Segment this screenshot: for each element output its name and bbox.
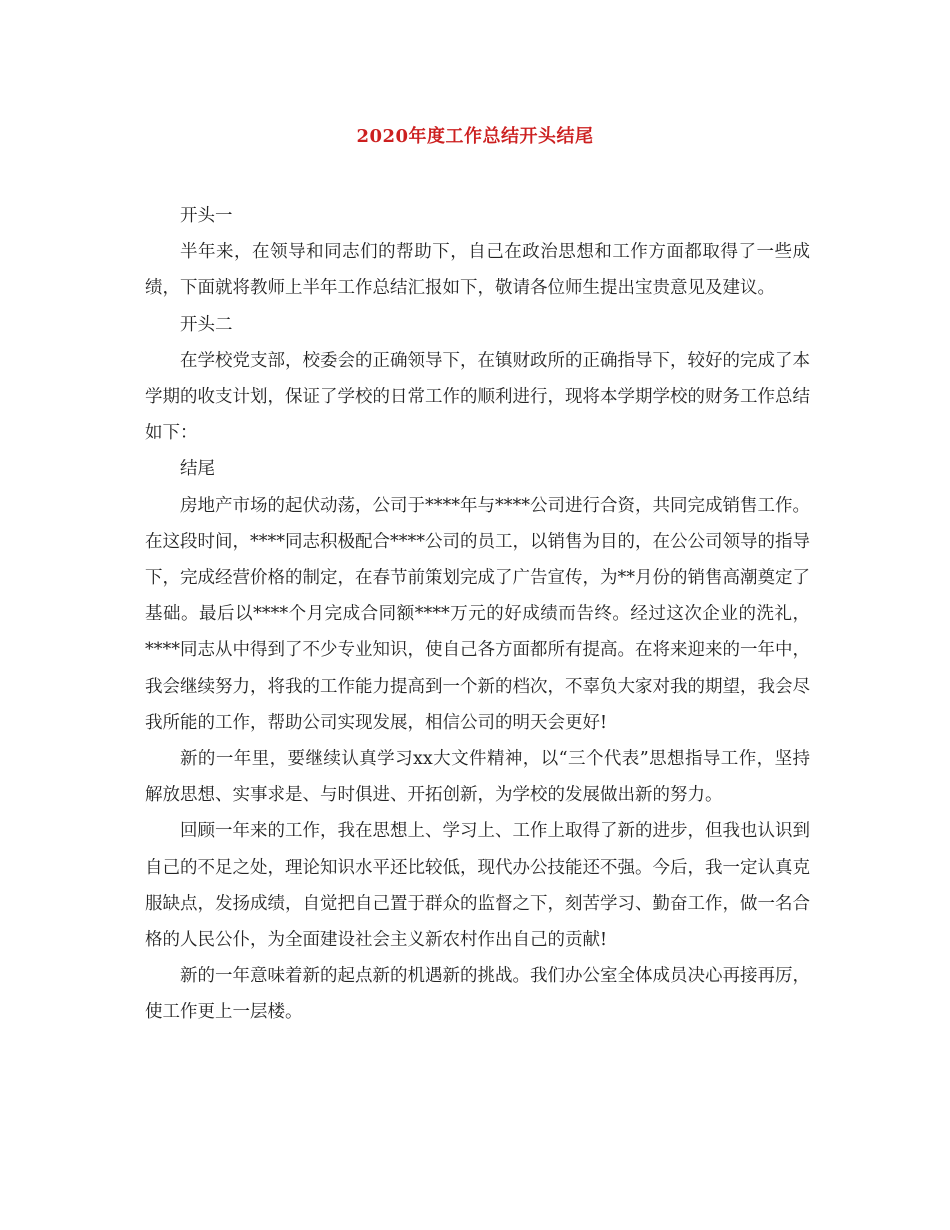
paragraph-ending-1: 房地产市场的起伏动荡，公司于****年与****公司进行合资，共同完成销售工作。在这段时间，****同志积极配合****公司的员工，以销售为目的，在公公司领导的指导下，完成经营价格的制定，在春节前策划完成了广告宣传，为**月份的销售高潮奠定了基础。最后以****个月完成合同额****万元的好成绩而告终。经过这次企业的洗礼，****同志从中得到了不少专业知识，使自己各方面都所有提高。在将来迎来的一年中，我会继续努力，将我的工作能力提高到一个新的档次，不辜负大家对我的期望，我会尽我所能的工作，帮助公司实现发展，相信公司的明天会更好! [145,495,810,733]
section-heading-opening-2: 开头二 [180,314,233,335]
paragraph-opening-1: 半年来，在领导和同志们的帮助下，自己在政治思想和工作方面都取得了一些成绩，下面就将教师上半年工作总结汇报如下，敬请各位师生提出宝贵意见及建议。 [145,242,810,299]
section-heading-opening-1: 开头一 [180,206,233,226]
paragraph-ending-3: 回顾一年来的工作，我在思想上、学习上、工作上取得了新的进步，但我也认识到自己的不足之处，理论知识水平还比较低，现代办公技能还不强。今后，我一定认真克服缺点，发扬成绩，自觉把自己置于群众的监督之下，刻苦学习、勤奋工作，做一名合格的人民公仆，为全面建设社会主义新农村作出自己的贡献! [145,821,810,951]
document-title: 2020年度工作总结开头结尾 [356,126,594,147]
paragraph-opening-2: 在学校党支部，校委会的正确领导下，在镇财政所的正确指导下，较好的完成了本学期的收支计划，保证了学校的日常工作的顺利进行，现将本学期学校的财务工作总结如下： [145,350,810,444]
paragraph-ending-4: 新的一年意味着新的起点新的机遇新的挑战。我们办公室全体成员决心再接再厉，使工作更上一层楼。 [145,966,810,1023]
paragraph-ending-2: 新的一年里，要继续认真学习xx大文件精神，以“三个代表”思想指导工作，坚持解放思想、实事求是、与时俱进、开拓创新，为学校的发展做出新的努力。 [145,749,810,806]
document-body [145,198,810,1031]
section-heading-ending: 结尾 [180,459,215,480]
